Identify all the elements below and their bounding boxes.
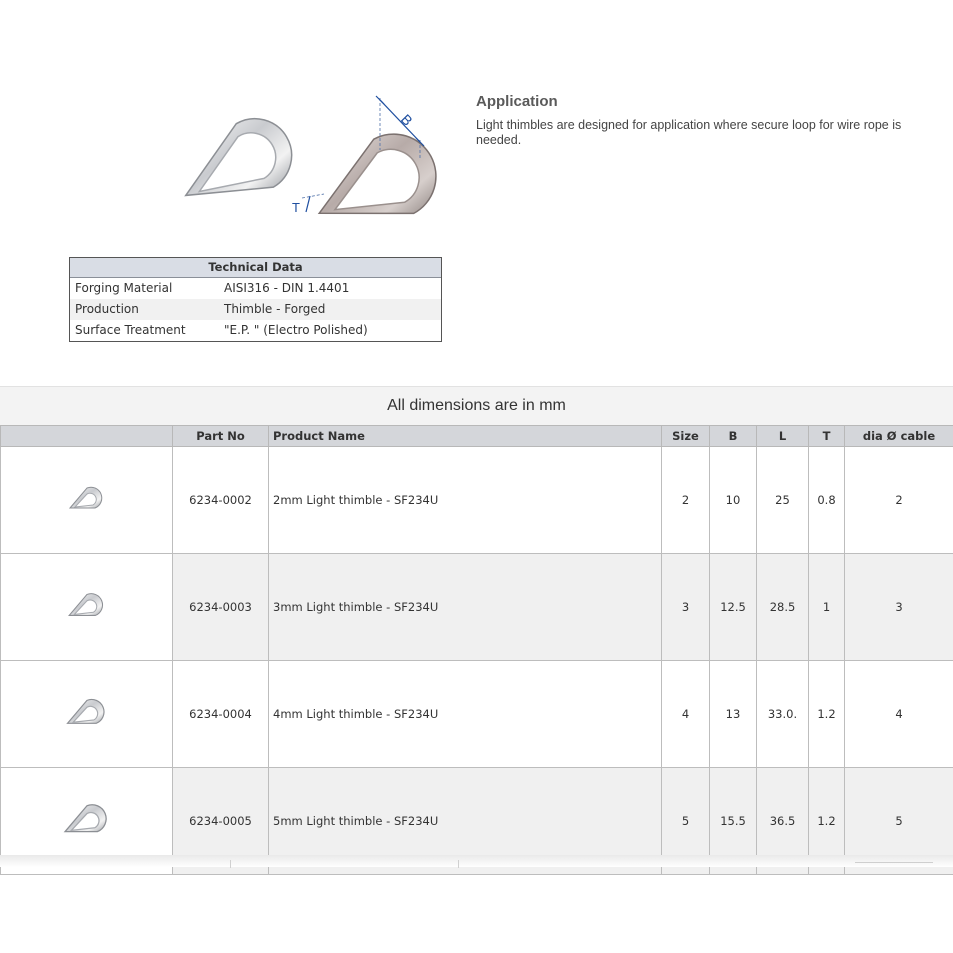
column-header-image	[1, 426, 173, 447]
table-row[interactable]	[1, 447, 953, 554]
t-cell: 1.2	[809, 661, 845, 768]
size-cell: 2	[662, 447, 710, 554]
part-no-cell[interactable]: 6234-0003	[173, 554, 269, 661]
size-cell: 5	[662, 768, 710, 875]
column-header-part-no[interactable]: Part No	[173, 426, 269, 447]
table-row[interactable]	[1, 554, 953, 661]
product-thumbnail-cell[interactable]	[1, 661, 173, 768]
b-cell: 10	[710, 447, 757, 554]
technical-data-value: "E.P. " (Electro Polished)	[224, 323, 368, 337]
part-no-cell[interactable]: 6234-0004	[173, 661, 269, 768]
part-no-cell[interactable]: 6234-0005	[173, 768, 269, 875]
column-header-product-name[interactable]: Product Name	[269, 426, 662, 447]
technical-data-row	[70, 320, 441, 341]
column-header-t[interactable]: T	[809, 426, 845, 447]
t-cell: 0.8	[809, 447, 845, 554]
diagram-label-b: B	[397, 110, 416, 129]
l-cell: 25	[757, 447, 809, 554]
part-no-cell[interactable]: 6234-0002	[173, 447, 269, 554]
table-header-row	[1, 426, 953, 447]
l-cell: 33.0.	[757, 661, 809, 768]
thimble-thumbnail[interactable]	[66, 588, 108, 624]
column-header-l[interactable]: L	[757, 426, 809, 447]
technical-data-row	[70, 278, 441, 299]
technical-data-label: Surface Treatment	[75, 323, 186, 337]
divider	[458, 860, 459, 868]
technical-data-title: Technical Data	[70, 258, 441, 278]
b-cell: 13	[710, 661, 757, 768]
size-cell: 3	[662, 554, 710, 661]
thimble-thumbnail[interactable]	[67, 482, 107, 516]
cable-cell: 3	[845, 554, 953, 661]
thimble-image	[172, 110, 302, 220]
technical-data-row	[70, 299, 441, 320]
cable-cell: 4	[845, 661, 953, 768]
table-bottom-edge	[0, 855, 953, 867]
size-cell: 4	[662, 661, 710, 768]
b-cell: 12.5	[710, 554, 757, 661]
technical-data-value: Thimble - Forged	[224, 302, 326, 316]
column-header-size[interactable]: Size	[662, 426, 710, 447]
table-row[interactable]	[1, 661, 953, 768]
technical-data-table	[69, 257, 442, 342]
application-description: Light thimbles are designed for application where secure loop for wire rope is needed.	[476, 118, 902, 147]
t-cell: 1.2	[809, 768, 845, 875]
b-cell: 15.5	[710, 768, 757, 875]
product-name-cell[interactable]: 5mm Light thimble - SF234U	[269, 768, 662, 875]
cable-cell: 2	[845, 447, 953, 554]
thimble-thumbnail[interactable]	[64, 693, 110, 733]
column-header-cable[interactable]: dia Ø cable	[845, 426, 953, 447]
l-cell: 28.5	[757, 554, 809, 661]
thimble-dimension-diagram	[288, 90, 448, 235]
application-title: Application	[476, 93, 558, 110]
product-name-cell[interactable]: 3mm Light thimble - SF234U	[269, 554, 662, 661]
product-table	[0, 425, 953, 875]
product-name-cell[interactable]: 2mm Light thimble - SF234U	[269, 447, 662, 554]
divider	[230, 860, 231, 868]
column-header-b[interactable]: B	[710, 426, 757, 447]
t-cell: 1	[809, 554, 845, 661]
dimensions-caption: All dimensions are in mm	[387, 397, 566, 414]
product-thumbnail-cell[interactable]	[1, 554, 173, 661]
thimble-thumbnail[interactable]	[61, 798, 113, 842]
technical-data-label: Forging Material	[75, 281, 173, 295]
product-name-cell[interactable]: 4mm Light thimble - SF234U	[269, 661, 662, 768]
cable-cell: 5	[845, 768, 953, 875]
technical-data-label: Production	[75, 302, 139, 316]
product-thumbnail-cell[interactable]	[1, 447, 173, 554]
divider	[855, 862, 933, 863]
l-cell: 36.5	[757, 768, 809, 875]
diagram-label-t: T	[292, 200, 300, 215]
technical-data-value: AISI316 - DIN 1.4401	[224, 281, 350, 295]
